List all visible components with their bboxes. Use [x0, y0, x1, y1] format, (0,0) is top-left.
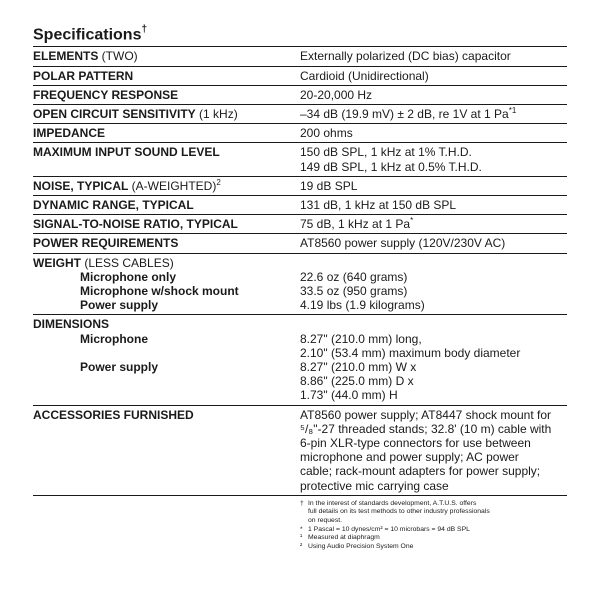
spec-sublabel: Power supply	[80, 298, 159, 313]
spec-sheet	[33, 22, 567, 551]
spec-sublabel: Power supply	[80, 359, 159, 374]
spec-row-max-input-level	[33, 143, 567, 176]
footnote-mark: *	[300, 525, 303, 533]
spec-row-dimensions	[33, 315, 567, 405]
spec-label: OPEN CIRCUIT SENSITIVITY	[33, 106, 196, 121]
spec-value: protective mic carrying case	[300, 478, 449, 493]
spec-label: DYNAMIC RANGE, TYPICAL	[33, 197, 194, 212]
footnote-mark: ²	[300, 542, 303, 550]
spec-row-polar-pattern	[33, 67, 567, 86]
spec-label: WEIGHT	[33, 255, 81, 270]
footnote-mark: ¹	[300, 534, 303, 542]
spec-value: Cardioid (Unidirectional)	[300, 68, 429, 83]
footnote-text: full details on its test methods to other industry professionals	[308, 508, 490, 516]
spec-row-dynamic-range	[33, 196, 567, 215]
spec-label: FREQUENCY RESPONSE	[33, 87, 179, 102]
spec-row-weight	[33, 254, 567, 316]
spec-label-extra: (1 kHz)	[195, 106, 238, 121]
spec-value: 4.19 lbs (1.9 kilograms)	[300, 298, 425, 313]
spec-label-extra: (TWO)	[98, 49, 138, 64]
footnote-text: In the interest of standards development, A.T.U.S. offers	[308, 499, 477, 507]
spec-value: 75 dB, 1 kHz at 1 Pa	[300, 217, 411, 232]
spec-value: 8.86" (225.0 mm) D x	[300, 374, 414, 389]
spec-value: 8.27" (210.0 mm) long,	[300, 331, 422, 346]
footnote	[300, 526, 567, 535]
spec-label: POLAR PATTERN	[33, 68, 134, 83]
spec-value: 200 ohms	[300, 126, 353, 141]
footnotes	[300, 496, 567, 552]
footnote-text: 1 Pascal = 10 dynes/cm² = 10 microbars = 94 dB SPL	[308, 525, 470, 533]
spec-value: 6-pin XLR-type connectors for use between	[300, 436, 531, 450]
spec-value: 149 dB SPL, 1 kHz at 0.5% T.H.D.	[300, 159, 482, 174]
spec-label: ELEMENTS	[33, 49, 99, 64]
spec-row-snr	[33, 215, 567, 234]
footnote	[300, 543, 567, 552]
spec-value: 22.6 oz (640 grams)	[300, 269, 408, 284]
spec-row-sensitivity	[33, 105, 567, 124]
spec-value: 150 dB SPL, 1 kHz at 1% T.H.D.	[300, 145, 472, 160]
footnote-ref: *1	[508, 105, 517, 115]
spec-value: 1.73" (44.0 mm) H	[300, 388, 398, 403]
spec-label-extra: (A-WEIGHTED)	[128, 178, 217, 193]
spec-row-power	[33, 234, 567, 253]
page-title	[33, 22, 567, 44]
footnote	[300, 534, 567, 543]
spec-value: –34 dB (19.9 mV) ± 2 dB, re 1V at 1 Pa	[300, 106, 509, 121]
title-text: Specifications	[33, 26, 142, 44]
footnote-mark: †	[300, 499, 304, 507]
spec-value: 8.27" (210.0 mm) W x	[300, 359, 417, 374]
footnote	[300, 500, 567, 526]
spec-label: SIGNAL-TO-NOISE RATIO, TYPICAL	[33, 217, 238, 232]
footnote-text: on request.	[308, 517, 343, 524]
spec-value: 20-20,000 Hz	[300, 87, 373, 102]
spec-sublabel: Microphone w/shock mount	[80, 283, 239, 298]
spec-sublabel: Microphone	[80, 331, 148, 346]
title-mark: †	[141, 24, 148, 35]
spec-value: cable; rack-mount adapters for power supply;	[300, 464, 541, 479]
spec-value: 19 dB SPL	[300, 178, 358, 193]
spec-label: MAXIMUM INPUT SOUND LEVEL	[33, 145, 220, 160]
spec-label-extra: (LESS CABLES)	[81, 255, 174, 270]
spec-value: microphone and power supply; AC power	[300, 450, 519, 465]
spec-label: ACCESSORIES FURNISHED	[33, 407, 194, 422]
spec-value: Externally polarized (DC bias) capacitor	[300, 49, 511, 64]
spec-label: DIMENSIONS	[33, 317, 110, 332]
footnote-text: Measured at diaphragm	[308, 534, 380, 542]
spec-value: 2.10" (53.4 mm) maximum body diameter	[300, 345, 521, 360]
spec-label: NOISE, TYPICAL	[33, 178, 129, 193]
footnote-ref: *	[410, 216, 414, 226]
spec-label: IMPEDANCE	[33, 126, 106, 141]
footnote-text: Using Audio Precision System One	[308, 542, 414, 550]
spec-value: ⁵/₈"-27 threaded stands; 32.8' (10 m) cable with	[300, 421, 552, 436]
spec-row-elements	[33, 47, 567, 66]
spec-value: AT8560 power supply; AT8447 shock mount for	[300, 407, 552, 422]
spec-value: AT8560 power supply (120V/230V AC)	[300, 236, 506, 251]
footnote-ref: 2	[216, 177, 221, 187]
spec-label: POWER REQUIREMENTS	[33, 236, 179, 251]
spec-row-impedance	[33, 124, 567, 143]
spec-row-accessories	[33, 406, 567, 496]
spec-value: 33.5 oz (950 grams)	[300, 283, 408, 298]
spec-sublabel: Microphone only	[80, 269, 176, 284]
spec-value: 131 dB, 1 kHz at 150 dB SPL	[300, 197, 457, 212]
spec-row-noise	[33, 177, 567, 196]
spec-row-frequency-response	[33, 86, 567, 105]
